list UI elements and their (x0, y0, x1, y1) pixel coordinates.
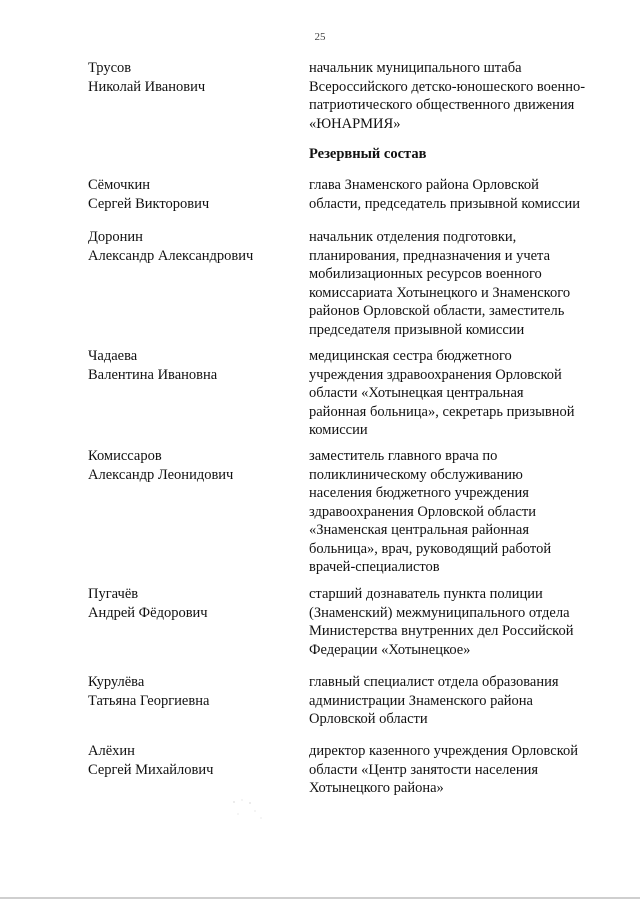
given-names: Татьяна Георгиевна (88, 692, 210, 709)
section-heading: Резервный состав (309, 146, 427, 162)
member-name (88, 176, 293, 213)
role-line: начальник отделения подготовки, (309, 229, 517, 245)
role-line: глава Знаменского района Орловской (309, 177, 539, 193)
role-line: «ЮНАРМИЯ» (309, 115, 401, 132)
given-names: Сергей Михайлович (88, 761, 214, 778)
member-name (88, 585, 293, 622)
surname: Чадаева (88, 348, 138, 364)
role-line: области, председатель призывной комиссии (309, 195, 580, 212)
role-line: (Знаменский) межмуниципального отдела (309, 604, 570, 621)
member-name (88, 59, 293, 96)
role-line: районная больница», секретарь призывной (309, 403, 575, 420)
role-line: старший дознаватель пункта полиции (309, 586, 543, 602)
given-names: Андрей Фёдорович (88, 604, 208, 621)
surname: Доронин (88, 229, 143, 245)
role-line: здравоохранения Орловской области (309, 503, 536, 520)
member-name (88, 347, 293, 384)
surname: Курулёва (88, 674, 145, 690)
role-line: патриотического общественного движения (309, 97, 575, 113)
role-line: поликлиническому обслуживанию (309, 466, 523, 483)
role-line: области «Центр занятости населения (309, 761, 539, 778)
member-name (88, 228, 293, 265)
role-line: мобилизационных ресурсов военного (309, 266, 542, 282)
role-line: Министерства внутренних дел Российской (309, 623, 574, 639)
scan-noise (228, 796, 268, 826)
role-line: администрации Знаменского района (309, 692, 533, 709)
surname: Пугачёв (88, 586, 139, 602)
role-line: Федерации «Хотынецкое» (309, 641, 471, 658)
surname: Комиссаров (88, 448, 162, 464)
member-name (88, 447, 293, 484)
member-role (309, 347, 609, 440)
role-line: населения бюджетного учреждения (309, 485, 529, 501)
member-role (309, 447, 609, 577)
member-role (309, 673, 609, 729)
role-line: врачей-специалистов (309, 559, 440, 575)
surname: Алёхин (88, 743, 135, 759)
role-line: начальник муниципального штаба (309, 60, 522, 76)
given-names: Сергей Викторович (88, 195, 210, 212)
role-line: области «Хотынецкая центральная (309, 385, 524, 401)
role-line: Хотынецкого района» (309, 780, 444, 796)
role-line: районов Орловской области, заместитель (309, 303, 565, 319)
role-line: учреждения здравоохранения Орловской (309, 366, 562, 383)
surname: Сёмочкин (88, 177, 151, 193)
role-line: председателя призывной комиссии (309, 321, 525, 338)
role-line: планирования, предназначения и учета (309, 247, 551, 264)
member-name (88, 673, 293, 710)
member-role (309, 176, 609, 213)
role-line: заместитель главного врача по (309, 448, 498, 464)
surname: Трусов (88, 60, 132, 76)
given-names: Валентина Ивановна (88, 366, 218, 383)
role-line: медицинская сестра бюджетного (309, 348, 512, 364)
role-line: больница», врач, руководящий работой (309, 540, 552, 557)
role-line: главный специалист отдела образования (309, 674, 559, 690)
role-line: Орловской области (309, 711, 428, 727)
given-names: Николай Иванович (88, 78, 206, 95)
member-role (309, 59, 609, 133)
given-names: Александр Александрович (88, 247, 254, 264)
member-role (309, 228, 609, 339)
role-line: комиссии (309, 422, 368, 438)
given-names: Александр Леонидович (88, 466, 234, 483)
page-bottom-edge (0, 897, 640, 899)
role-line: комиссариата Хотынецкого и Знаменского (309, 284, 571, 301)
member-role (309, 742, 609, 798)
member-name (88, 742, 293, 779)
role-line: Всероссийского детско-юношеского военно- (309, 78, 586, 95)
role-line: «Знаменская центральная районная (309, 522, 530, 538)
member-role (309, 585, 609, 659)
role-line: директор казенного учреждения Орловской (309, 743, 579, 759)
page-number: 25 (314, 31, 326, 43)
